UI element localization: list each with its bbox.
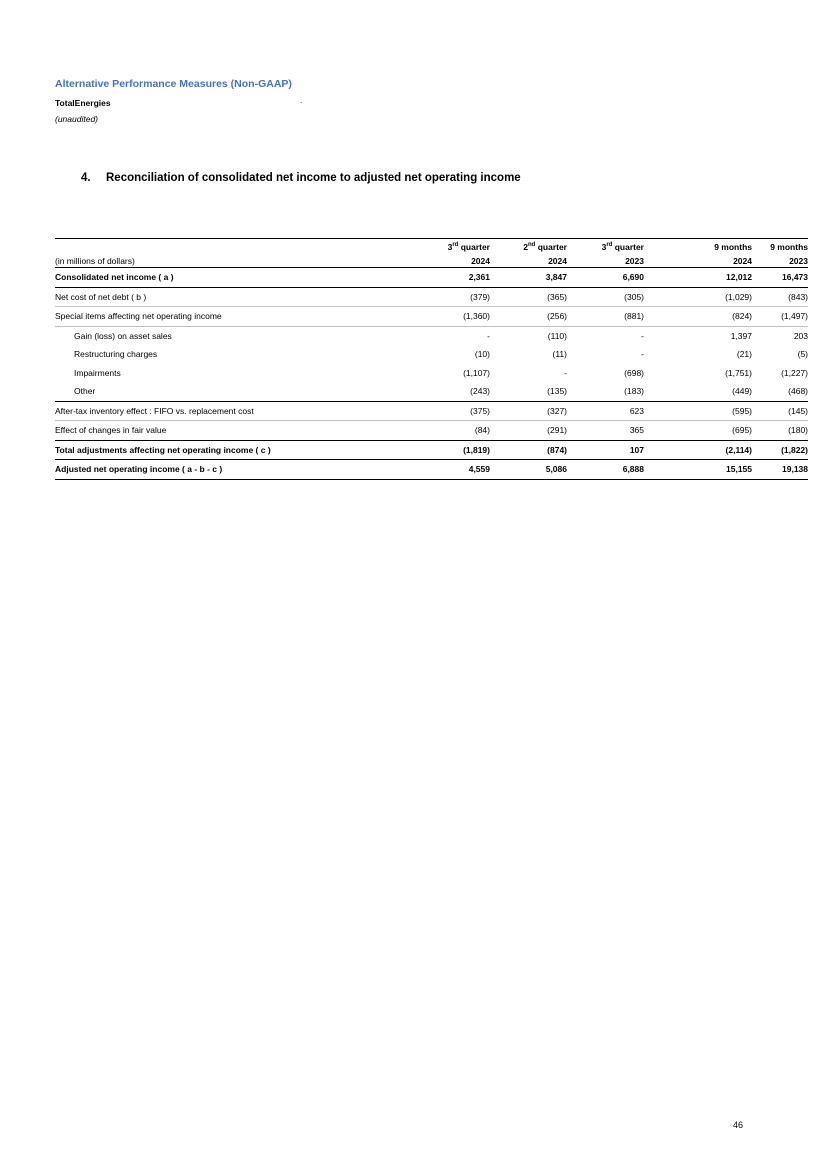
row-label: After-tax inventory effect : FIFO vs. replacement cost [55,401,385,421]
cell-value: (2,114) [644,440,752,460]
unaudited-note: (unaudited) [55,114,99,124]
col-header-period: 3rd quarter [567,239,644,254]
cell-value: (183) [567,382,644,401]
cell-value: 16,473 [752,268,808,288]
cell-value: (843) [752,287,808,307]
cell-value: 107 [567,440,644,460]
row-label: Restructuring charges [74,349,158,360]
cell-value: (874) [490,440,567,460]
section-title: Reconciliation of consolidated net income to adjusted net operating income [106,172,521,184]
cell-value: (824) [644,307,752,327]
table-row [55,307,808,327]
table-row [55,345,808,364]
col-header-period: 9 months [752,239,808,254]
col-header-year: 2024 [490,253,567,268]
table-row [55,460,808,480]
header-row-period [55,239,808,254]
cell-value: 3,847 [490,268,567,288]
cell-value: (21) [736,349,752,360]
cell-value: (595) [644,401,752,421]
cell-value: (698) [624,367,644,378]
col-header-year: 2024 [385,253,490,268]
cell-value: (1,497) [752,307,808,327]
cell-value: (365) [490,287,567,307]
table-row [55,268,808,288]
col-header-period: 3rd quarter [385,239,490,254]
cell-value: (84) [385,421,490,441]
cell-value: 203 [793,330,808,341]
section-heading [81,172,521,184]
header-row-year [55,253,808,268]
cell-value: (1,822) [752,440,808,460]
document-title: Alternative Performance Measures (Non-GAAP) [55,78,292,90]
table-row [55,440,808,460]
company-name: TotalEnergies [55,98,111,108]
cell-value: (256) [490,307,567,327]
cell-value: (145) [752,401,808,421]
cell-value: (243) [385,382,490,401]
cell-value: - [487,330,490,341]
cell-value: 365 [567,421,644,441]
cell-value: (1,029) [644,287,752,307]
unit-label: (in millions of dollars) [55,253,385,268]
cell-value: 1,397 [730,330,752,341]
table-row [55,287,808,307]
cell-value: - [641,330,644,341]
cell-value: 623 [567,401,644,421]
cell-value: (291) [490,421,567,441]
cell-value: (468) [752,382,808,401]
cell-value: 2,361 [385,268,490,288]
cell-value: (180) [752,421,808,441]
cell-value: 19,138 [752,460,808,480]
row-label: Total adjustments affecting net operating income ( c ) [55,440,385,460]
cell-value: (327) [490,401,567,421]
col-header-year: 2023 [567,253,644,268]
cell-value: 12,012 [644,268,752,288]
cell-value: (1,107) [463,367,490,378]
cell-value: 5,086 [490,460,567,480]
cell-value: (305) [567,287,644,307]
cell-value: (10) [474,349,490,360]
row-label: Impairments [74,367,121,378]
row-label: Other [55,382,385,401]
row-label: Adjusted net operating income ( a - b - c ) [55,460,385,480]
cell-value: (695) [644,421,752,441]
table-row [55,421,808,441]
cell-value: (110) [547,330,567,341]
table-row [55,401,808,421]
cell-value: (1,751) [725,367,752,378]
cell-value: (1,227) [781,367,808,378]
section-number: 4. [81,172,91,184]
cell-value: (11) [552,349,567,360]
stray-dot: . [300,96,303,105]
col-header-period: 2nd quarter [490,239,567,254]
cell-value: (1,819) [385,440,490,460]
table-row [55,364,808,383]
row-label: Effect of changes in fair value [55,421,385,441]
cell-value: 6,690 [567,268,644,288]
cell-value: (379) [385,287,490,307]
table-row [55,326,808,345]
cell-value: (449) [644,382,752,401]
cell-value: (135) [490,382,567,401]
cell-value: (881) [567,307,644,327]
table-row [55,382,808,401]
page-number: 46 [733,1120,744,1130]
cell-value: 4,559 [385,460,490,480]
col-header-year: 2023 [752,253,808,268]
row-label: Consolidated net income ( a ) [55,268,385,288]
row-label: Net cost of net debt ( b ) [55,287,385,307]
cell-value: 15,155 [644,460,752,480]
cell-value: 6,888 [567,460,644,480]
col-header-period: 9 months [644,239,752,254]
col-header-year: 2024 [644,253,752,268]
cell-value: (5) [797,349,808,360]
cell-value: (375) [385,401,490,421]
cell-value: - [641,349,644,360]
row-label: Special items affecting net operating income [55,307,385,327]
cell-value: - [564,367,567,378]
cell-value: (1,360) [385,307,490,327]
row-label: Gain (loss) on asset sales [74,330,172,341]
reconciliation-table [55,238,808,480]
